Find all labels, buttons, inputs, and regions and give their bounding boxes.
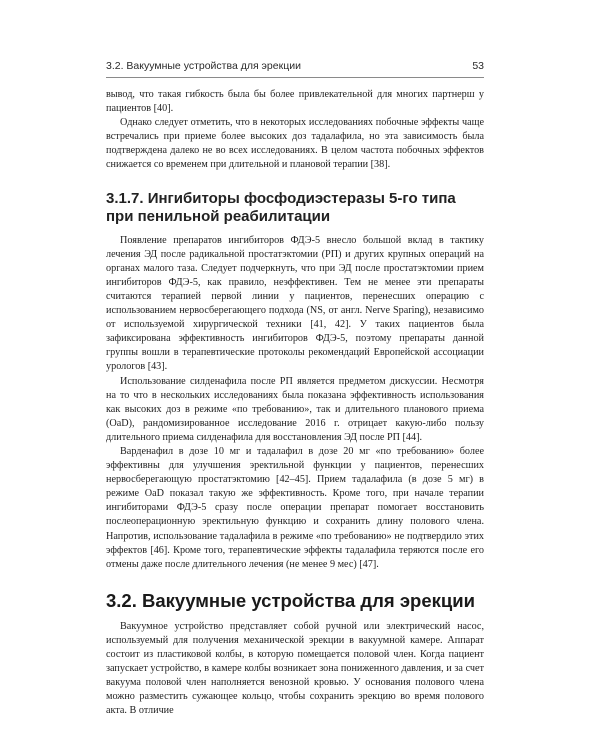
header-rule	[106, 77, 484, 78]
subsection-heading-3-1-7: 3.1.7. Ингибиторы фосфодиэстеразы 5-го типа при пенильной реабилитации	[106, 189, 456, 226]
paragraph-side-effects: Однако следует отметить, что в некоторых исследованиях побочные эффекты чаще встречались при приеме более высоких доз тадалафила, но эта зависимость была подтверждена далеко не во всех исследованиях. В целом частота побочных эффектов снижается со временем при длительной и плановой терапии [38].	[106, 117, 484, 171]
paragraph-continued: вывод, что такая гибкость была бы более привлекательной для многих партнерш у пациентов [40].	[106, 89, 484, 115]
section-heading-3-2: 3.2. Вакуумные устройства для эрекции	[106, 589, 475, 611]
page-body	[106, 88, 484, 718]
paragraph-vardenafil-tadalafil: Варденафил в дозе 10 мг и тадалафил в дозе 20 мг «по требованию» более эффективны для улучшения эректильной функции у пациентов, перенесших нервосберегающую простатэктомию [42–45]. Прием тадалафила (в дозе 5 мг) в режиме OaD показал такую же эффективность. Кроме того, при начале терапии ингибиторами ФДЭ-5 сразу после операции препарат помогает восстановить послеоперационную эректильную функцию и сохранить длину полового члена. Напротив, использование тадалафила в режиме «по требованию» не подтвердило этих эффектов [46]. Кроме того, терапевтические эффекты тадалафила теряются после его отмены даже после длительного лечения (не менее 9 мес) [47].	[106, 445, 484, 570]
paragraph-sildenafil: Использование силденафила после РП является предметом дискуссии. Несмотря на то что в нескольких исследованиях была показана эффективность использования как высоких доз в режиме «по требованию», так и длительного планового приема (OaD), рандомизированное исследование 2016 г. отрицает какую-либо пользу длительного приема силденафила для восстановления ЭД после РП [44].	[106, 375, 484, 443]
paragraph-vacuum-device: Вакуумное устройство представляет собой ручной или электрический насос, используемый для получения механической эрекции в вакуумной камере. Аппарат состоит из пластиковой колбы, в которую помещается половой член. Когда пациент запускает устройство, в камере колбы возникает зона пониженного давления, и за счет вакуума половой член наполняется венозной кровью. У основания полового члена можно разместить сужающее кольцо, чтобы сохранить эрекцию во время полового акта. В отличие	[106, 620, 484, 717]
page-number: 53	[472, 60, 484, 72]
running-header	[106, 60, 484, 72]
running-title: 3.2. Вакуумные устройства для эрекции	[106, 60, 301, 72]
paragraph-pde5-rehab: Появление препаратов ингибиторов ФДЭ-5 внесло большой вклад в тактику лечения ЭД после радикальной простатэктомии (РП) и других крупных операций на органах малого таза. Следует подчеркнуть, что при ЭД после простатэктомии прием ингибиторов ФДЭ-5, как правило, неэффективен. Тем не менее эти препараты считаются терапией первой линии у пациентов, перенесших операцию с использованием нервосберегающего подхода (NS, от англ. Nerve Sparing), независимо от используемой хирургической техники [41, 42]. У таких пациентов была зафиксирована эффективность ингибиторов ФДЭ-5, поэтому препараты данной группы вошли в терапевтические протоколы рекомендаций Европейской ассоциации урологов [43].	[106, 234, 484, 373]
